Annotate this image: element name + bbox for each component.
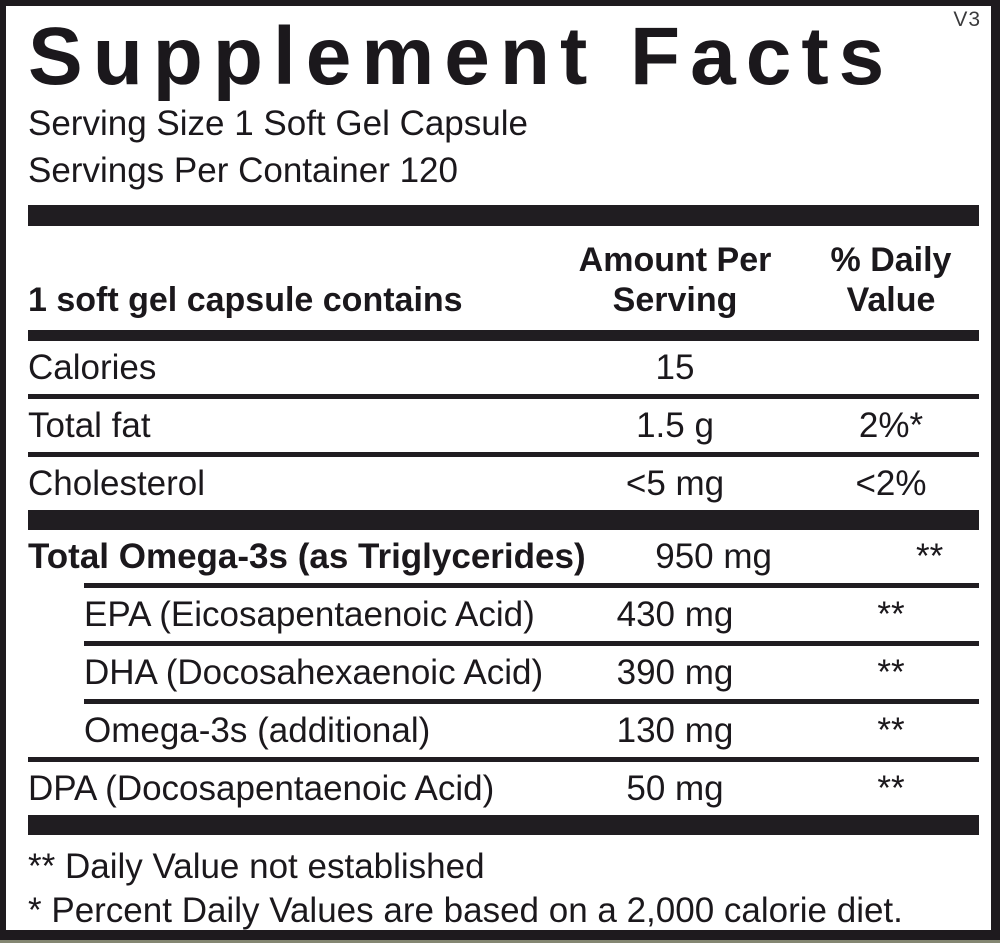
row-name: Total Omega-3s (as Triglycerides) — [28, 537, 586, 576]
row-daily-value: ** — [877, 653, 905, 692]
header-daily-value-label: % Daily Value — [830, 241, 952, 319]
section-bar-header-bottom — [28, 330, 979, 341]
table-row-epa — [28, 588, 979, 641]
row-daily-value: ** — [877, 595, 905, 634]
row-amount: 15 — [655, 348, 695, 387]
table-row-omega3s-additional — [28, 704, 979, 757]
row-daily-value: ** — [877, 769, 905, 808]
row-amount: 430 mg — [616, 595, 734, 634]
section-bar-footnotes — [28, 815, 979, 835]
row-amount: 1.5 g — [636, 406, 714, 445]
section-bar-omega — [28, 510, 979, 530]
footnote-percent-dv: * Percent Daily Values are based on a 2,000 calorie diet. — [28, 891, 903, 930]
row-amount: 390 mg — [616, 653, 734, 692]
table-row-cholesterol — [28, 457, 979, 510]
row-daily-value: 2%* — [858, 406, 924, 445]
servings-per-container-line: Servings Per Container 120 — [28, 151, 458, 190]
table-row-total-omega3s — [28, 530, 979, 583]
row-daily-value: ** — [915, 537, 944, 576]
row-amount: 130 mg — [616, 711, 734, 750]
row-amount: 950 mg — [655, 537, 772, 576]
row-name: Total fat — [28, 406, 151, 445]
footnotes — [28, 835, 979, 933]
header-contains-label: 1 soft gel capsule contains — [28, 281, 463, 319]
header-amount-label: Amount Per Serving — [578, 241, 772, 319]
row-name: EPA (Eicosapentaenoic Acid) — [84, 595, 535, 634]
row-name: Cholesterol — [28, 464, 206, 503]
table-row-calories — [28, 341, 979, 394]
row-daily-value: <2% — [855, 464, 927, 503]
version-tag: V3 — [953, 8, 981, 31]
row-name: DPA (Docosapentaenoic Acid) — [28, 769, 495, 808]
table-row-dpa — [28, 762, 979, 815]
row-amount: 50 mg — [626, 769, 724, 808]
table-header-row — [28, 226, 979, 330]
table-row-dha — [28, 646, 979, 699]
panel-title: Supplement Facts — [28, 11, 895, 102]
footnote-daily-value: ** Daily Value not established — [28, 847, 485, 886]
row-name: DHA (Docosahexaenoic Acid) — [84, 653, 544, 692]
row-amount: <5 mg — [625, 464, 725, 503]
table-row-total-fat — [28, 399, 979, 452]
row-daily-value: ** — [877, 711, 905, 750]
row-name: Omega-3s (additional) — [84, 711, 431, 750]
section-bar-top — [28, 205, 979, 226]
row-name: Calories — [28, 348, 157, 387]
serving-size-line: Serving Size 1 Soft Gel Capsule — [28, 104, 528, 143]
